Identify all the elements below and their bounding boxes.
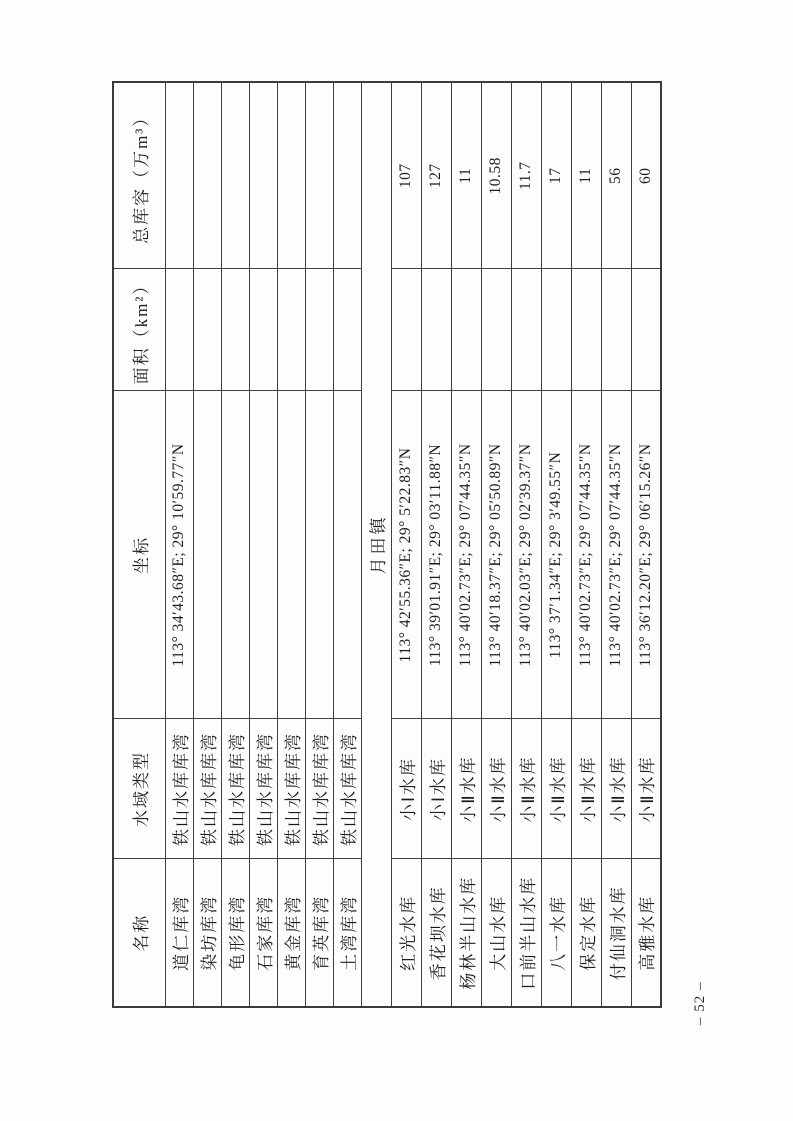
header-capacity: 总库容（万m³） xyxy=(113,82,165,269)
table-row xyxy=(193,82,221,1007)
cell-name: 道仁库湾 xyxy=(165,859,193,1007)
cell-capacity: 11.7 xyxy=(511,82,541,269)
cell-water-type: 铁山水库库湾 xyxy=(333,719,361,859)
cell-water-type: 小Ⅱ水库 xyxy=(511,719,541,859)
cell-coordinates: 113° 39′01.91″E; 29° 03′11.88″N xyxy=(421,391,451,719)
reservoir-table xyxy=(112,81,662,1008)
cell-capacity: 56 xyxy=(601,82,631,269)
cell-name: 大山水库 xyxy=(481,859,511,1007)
cell-coordinates xyxy=(249,391,277,719)
table-row xyxy=(305,82,333,1007)
cell-name: 杨林半山水库 xyxy=(451,859,481,1007)
header-water-type: 水域类型 xyxy=(113,719,165,859)
cell-area xyxy=(601,269,631,391)
page-number: – 52 – xyxy=(692,981,708,1025)
cell-capacity xyxy=(249,82,277,269)
cell-water-type: 小Ⅱ水库 xyxy=(451,719,481,859)
header-coordinates: 坐标 xyxy=(113,391,165,719)
cell-capacity: 107 xyxy=(391,82,421,269)
cell-coordinates: 113° 36′12.20″E; 29° 06′15.26″N xyxy=(631,391,661,719)
table-row xyxy=(571,82,601,1007)
table-row xyxy=(541,82,571,1007)
cell-water-type: 铁山水库库湾 xyxy=(193,719,221,859)
cell-coordinates xyxy=(193,391,221,719)
cell-capacity: 11 xyxy=(451,82,481,269)
table-row xyxy=(391,82,421,1007)
table-row xyxy=(631,82,661,1007)
cell-capacity xyxy=(333,82,361,269)
cell-name: 口前半山水库 xyxy=(511,859,541,1007)
cell-name: 高雅水库 xyxy=(631,859,661,1007)
cell-water-type: 小Ⅱ水库 xyxy=(571,719,601,859)
cell-capacity xyxy=(305,82,333,269)
cell-capacity: 11 xyxy=(571,82,601,269)
table-row xyxy=(165,82,193,1007)
cell-name: 土湾库湾 xyxy=(333,859,361,1007)
table-row xyxy=(333,82,361,1007)
cell-capacity: 127 xyxy=(421,82,451,269)
cell-area xyxy=(571,269,601,391)
cell-coordinates: 113° 40′18.37″E; 29° 05′50.89″N xyxy=(481,391,511,719)
cell-coordinates: 113° 37′1.34″E; 29° 3′49.55″N xyxy=(541,391,571,719)
cell-area xyxy=(541,269,571,391)
table-header-row xyxy=(113,82,165,1007)
section-title: 月田镇 xyxy=(361,82,391,1007)
cell-capacity xyxy=(221,82,249,269)
cell-name: 香花坝水库 xyxy=(421,859,451,1007)
cell-coordinates xyxy=(333,391,361,719)
table-row xyxy=(451,82,481,1007)
cell-name: 龟形库湾 xyxy=(221,859,249,1007)
cell-water-type: 小Ⅰ水库 xyxy=(391,719,421,859)
table-row xyxy=(481,82,511,1007)
cell-capacity: 10.58 xyxy=(481,82,511,269)
cell-capacity xyxy=(277,82,305,269)
cell-area xyxy=(631,269,661,391)
cell-area xyxy=(511,269,541,391)
cell-coordinates: 113° 40′02.73″E; 29° 07′44.35″N xyxy=(571,391,601,719)
cell-area xyxy=(305,269,333,391)
cell-water-type: 铁山水库库湾 xyxy=(277,719,305,859)
cell-coordinates: 113° 40′02.73″E; 29° 07′44.35″N xyxy=(451,391,481,719)
cell-water-type: 铁山水库库湾 xyxy=(221,719,249,859)
table-row xyxy=(277,82,305,1007)
cell-coordinates xyxy=(305,391,333,719)
cell-area xyxy=(193,269,221,391)
cell-capacity: 60 xyxy=(631,82,661,269)
cell-water-type: 小Ⅱ水库 xyxy=(601,719,631,859)
cell-area xyxy=(333,269,361,391)
cell-area xyxy=(481,269,511,391)
cell-water-type: 小Ⅱ水库 xyxy=(481,719,511,859)
cell-coordinates xyxy=(277,391,305,719)
table-row xyxy=(221,82,249,1007)
cell-water-type: 铁山水库库湾 xyxy=(305,719,333,859)
cell-area xyxy=(451,269,481,391)
table-row xyxy=(421,82,451,1007)
cell-name: 黄金库湾 xyxy=(277,859,305,1007)
table-row xyxy=(511,82,541,1007)
cell-water-type: 小Ⅱ水库 xyxy=(631,719,661,859)
header-name: 名称 xyxy=(113,859,165,1007)
cell-name: 保定水库 xyxy=(571,859,601,1007)
cell-area xyxy=(221,269,249,391)
cell-water-type: 小Ⅰ水库 xyxy=(421,719,451,859)
cell-coordinates: 113° 34′43.68″E; 29° 10′59.77″N xyxy=(165,391,193,719)
cell-water-type: 铁山水库库湾 xyxy=(165,719,193,859)
cell-coordinates xyxy=(221,391,249,719)
cell-coordinates: 113° 42′55.36″E; 29° 5′22.83″N xyxy=(391,391,421,719)
cell-name: 付仙洞水库 xyxy=(601,859,631,1007)
cell-coordinates: 113° 40′02.73″E; 29° 07′44.35″N xyxy=(601,391,631,719)
cell-area xyxy=(421,269,451,391)
cell-area xyxy=(391,269,421,391)
cell-name: 石家库湾 xyxy=(249,859,277,1007)
cell-name: 育英库湾 xyxy=(305,859,333,1007)
cell-name: 染坊库湾 xyxy=(193,859,221,1007)
section-row xyxy=(361,82,391,1007)
cell-name: 红光水库 xyxy=(391,859,421,1007)
cell-name: 八一水库 xyxy=(541,859,571,1007)
table-row xyxy=(249,82,277,1007)
cell-capacity xyxy=(165,82,193,269)
cell-area xyxy=(249,269,277,391)
cell-coordinates: 113° 40′02.03″E; 29° 02′39.37″N xyxy=(511,391,541,719)
cell-water-type: 小Ⅱ水库 xyxy=(541,719,571,859)
cell-area xyxy=(277,269,305,391)
cell-capacity xyxy=(193,82,221,269)
cell-water-type: 铁山水库库湾 xyxy=(249,719,277,859)
header-area: 面积（km²） xyxy=(113,269,165,391)
cell-capacity: 17 xyxy=(541,82,571,269)
table-row xyxy=(601,82,631,1007)
cell-area xyxy=(165,269,193,391)
